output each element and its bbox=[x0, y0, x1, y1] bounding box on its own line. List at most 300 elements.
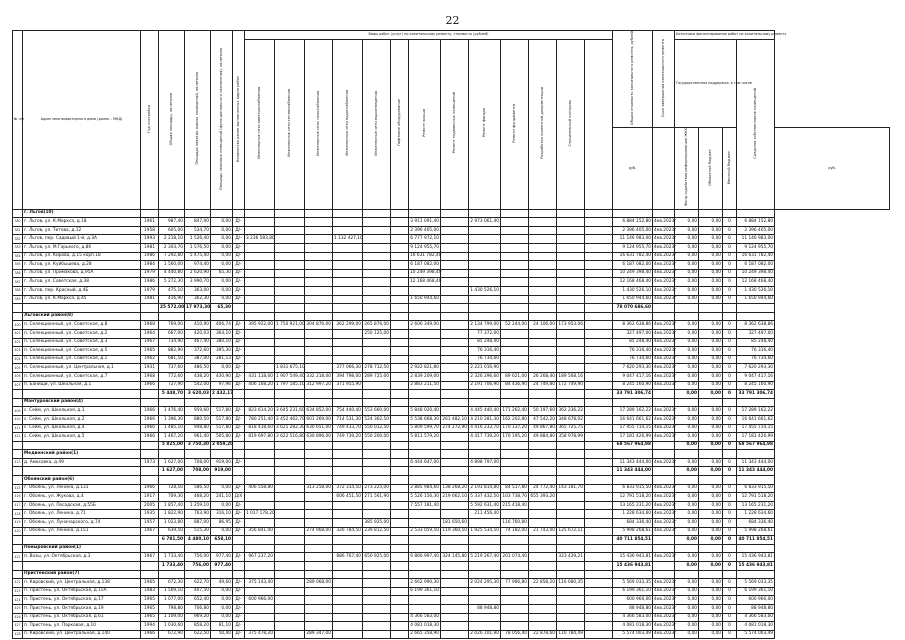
row-number: 382 bbox=[13, 235, 23, 244]
row-apartments-area: 468,20 bbox=[185, 493, 211, 502]
row-work-5 bbox=[363, 261, 391, 270]
row-apartments-area: 887,00 bbox=[185, 519, 211, 528]
row-work-1 bbox=[245, 493, 275, 502]
row-work-10 bbox=[501, 338, 529, 347]
row-number: 406 bbox=[13, 372, 23, 381]
table-cell bbox=[557, 570, 585, 579]
row-owners: 9 124 955,70 bbox=[737, 244, 775, 253]
row-apartments-area: 858,20 bbox=[185, 622, 211, 631]
row-work-8 bbox=[441, 278, 469, 287]
row-work-8 bbox=[441, 364, 469, 373]
total-owners: 33 791 306,74 bbox=[737, 390, 775, 399]
table-cell bbox=[391, 450, 409, 459]
table-cell bbox=[501, 562, 529, 571]
row-nonres-area: 977,40 bbox=[211, 553, 233, 562]
section-title: Мантуровский район(4) bbox=[23, 398, 141, 407]
row-term: 4кв.2023г bbox=[653, 329, 675, 338]
row-owners: 16 631 782,40 bbox=[737, 252, 775, 261]
table-cell bbox=[391, 209, 409, 218]
section-total-row bbox=[13, 536, 890, 545]
section-header-row bbox=[13, 209, 890, 218]
table-cell bbox=[23, 467, 141, 476]
row-total-cost: 76 316,40 bbox=[613, 347, 653, 356]
table-row bbox=[13, 501, 890, 510]
header-owners: Средства собственников помещений bbox=[752, 87, 757, 159]
row-work-3: 289 347,00 bbox=[305, 630, 333, 639]
row-fund: 0,00 bbox=[675, 269, 699, 278]
row-work-9: 211 456,40 bbox=[469, 510, 501, 519]
total-owners: 11 343 444,00 bbox=[737, 467, 775, 476]
row-apartments-area: 708,00 bbox=[185, 458, 211, 467]
row-oblast: 0,00 bbox=[699, 622, 723, 631]
row-work-11 bbox=[529, 295, 557, 304]
row-apartments-area: 1 259,10 bbox=[185, 501, 211, 510]
section-title: Льговский район(8) bbox=[23, 312, 141, 321]
row-work-13 bbox=[585, 372, 613, 381]
row-work-1 bbox=[245, 587, 275, 596]
table-cell bbox=[469, 398, 501, 407]
row-local: 0 bbox=[723, 510, 737, 519]
row-owners: 8 245 160,90 bbox=[737, 381, 775, 390]
row-owners: 6 187 082,00 bbox=[737, 261, 775, 270]
row-work-4 bbox=[333, 287, 363, 296]
table-cell bbox=[699, 476, 723, 485]
row-work-3 bbox=[305, 338, 333, 347]
row-work-10 bbox=[501, 287, 529, 296]
row-total-cost: 17 289 162,22 bbox=[613, 407, 653, 416]
row-oblast: 0,00 bbox=[699, 226, 723, 235]
row-number: 416 bbox=[13, 493, 23, 502]
row-address: г. Льгов, ул. Советская, д.38 bbox=[23, 278, 141, 287]
row-work-7: 4 081 018,30 bbox=[409, 622, 441, 631]
row-work-2 bbox=[275, 347, 305, 356]
row-year: 1958 bbox=[141, 226, 159, 235]
row-work-10 bbox=[501, 510, 529, 519]
row-oblast: 0,00 bbox=[699, 501, 723, 510]
row-work-7: 2 885 984,60 bbox=[409, 484, 441, 493]
table-cell bbox=[275, 570, 305, 579]
page-number: 22 bbox=[445, 14, 460, 27]
table-cell bbox=[13, 450, 23, 459]
row-work-6 bbox=[391, 415, 409, 424]
row-work-9 bbox=[469, 622, 501, 631]
total-owners bbox=[737, 304, 775, 313]
row-work-10: 84 436,90 bbox=[501, 381, 529, 390]
row-work-6 bbox=[391, 424, 409, 433]
section-header-row bbox=[13, 312, 890, 321]
row-work-12: 189 568,16 bbox=[557, 372, 585, 381]
row-prev-repair: Д/- bbox=[233, 364, 245, 373]
table-cell bbox=[441, 390, 469, 399]
row-work-12: 125 672,11 bbox=[557, 527, 585, 536]
row-total-area: 769,00 bbox=[159, 321, 185, 330]
row-work-12: 116 784,49 bbox=[557, 630, 585, 639]
row-work-6 bbox=[391, 252, 409, 261]
row-work-5: 385 925,00 bbox=[363, 519, 391, 528]
row-work-9: 5 337 432,50 bbox=[469, 493, 501, 502]
repair-program-table bbox=[12, 30, 890, 639]
table-cell bbox=[501, 441, 529, 450]
table-cell bbox=[613, 544, 653, 553]
row-nonres-area: 0,00 bbox=[211, 287, 233, 296]
row-owners: 2 396 405,00 bbox=[737, 226, 775, 235]
total-apartments-area: 756,00 bbox=[185, 562, 211, 571]
row-work-2 bbox=[275, 527, 305, 536]
row-nonres-area: 316,10 bbox=[211, 510, 233, 519]
table-cell bbox=[699, 209, 723, 218]
table-row bbox=[13, 278, 890, 287]
row-number: 410 bbox=[13, 415, 23, 424]
table-cell bbox=[211, 398, 233, 407]
row-work-2 bbox=[275, 252, 305, 261]
row-work-12: 173 953,06 bbox=[557, 321, 585, 330]
total-area: 25 572,00 bbox=[159, 304, 185, 313]
row-work-2 bbox=[275, 596, 305, 605]
row-work-1 bbox=[245, 338, 275, 347]
header-total-area: Общая площадь, кв.метров bbox=[168, 92, 173, 145]
row-total-cost: 15 436 943,81 bbox=[613, 553, 653, 562]
row-local: 0 bbox=[723, 347, 737, 356]
table-cell bbox=[391, 312, 409, 321]
table-cell bbox=[305, 209, 333, 218]
row-work-4 bbox=[333, 218, 363, 227]
row-work-3: 313 258,00 bbox=[305, 484, 333, 493]
row-work-6 bbox=[391, 553, 409, 562]
row-work-13 bbox=[585, 407, 613, 416]
row-work-6 bbox=[391, 458, 409, 467]
row-work-10: 171 262,40 bbox=[501, 407, 529, 416]
row-work-12 bbox=[557, 244, 585, 253]
table-cell bbox=[441, 467, 469, 476]
table-cell bbox=[737, 570, 775, 579]
table-cell bbox=[737, 450, 775, 459]
row-work-13 bbox=[585, 287, 613, 296]
total-owners: 68 567 964,98 bbox=[737, 441, 775, 450]
table-cell bbox=[141, 398, 159, 407]
row-work-6 bbox=[391, 269, 409, 278]
row-fund: 0,00 bbox=[675, 261, 699, 270]
table-cell bbox=[363, 398, 391, 407]
row-oblast: 0,00 bbox=[699, 372, 723, 381]
row-work-3: 332 218,00 bbox=[305, 372, 333, 381]
table-cell bbox=[305, 562, 333, 571]
row-owners: 4 366 583,00 bbox=[737, 613, 775, 622]
row-work-2 bbox=[275, 493, 305, 502]
row-work-1 bbox=[245, 278, 275, 287]
row-owners: 13 165 231,20 bbox=[737, 501, 775, 510]
row-local: 0 bbox=[723, 244, 737, 253]
row-local: 0 bbox=[723, 355, 737, 364]
row-work-11 bbox=[529, 364, 557, 373]
table-cell bbox=[723, 544, 737, 553]
row-work-6 bbox=[391, 338, 409, 347]
row-work-5: 265 876,00 bbox=[363, 321, 391, 330]
row-work-13 bbox=[585, 338, 613, 347]
row-work-6 bbox=[391, 347, 409, 356]
table-cell bbox=[141, 570, 159, 579]
row-work-5 bbox=[363, 338, 391, 347]
row-work-13 bbox=[585, 244, 613, 253]
row-nonres-area: 0,00 bbox=[211, 604, 233, 613]
total-local: 0 bbox=[723, 536, 737, 545]
section-total-row bbox=[13, 467, 890, 476]
row-prev-repair: Д/- bbox=[233, 407, 245, 416]
row-total-cost: 5 998 268,61 bbox=[613, 527, 653, 536]
table-cell bbox=[305, 570, 333, 579]
row-work-8 bbox=[441, 501, 469, 510]
row-local: 0 bbox=[723, 269, 737, 278]
row-work-4 bbox=[333, 510, 363, 519]
row-work-9 bbox=[469, 295, 501, 304]
table-cell bbox=[305, 390, 333, 399]
row-work-8 bbox=[441, 218, 469, 227]
row-work-10 bbox=[501, 587, 529, 596]
row-work-6 bbox=[391, 596, 409, 605]
header-w5: Инженерные сети водоотведения bbox=[373, 90, 378, 156]
row-nonres-area: 406,74 bbox=[211, 321, 233, 330]
row-nonres-area: 86,95 bbox=[211, 519, 233, 528]
row-number: 381 bbox=[13, 226, 23, 235]
table-cell bbox=[333, 570, 363, 579]
row-work-2 bbox=[275, 604, 305, 613]
row-fund: 0,00 bbox=[675, 287, 699, 296]
table-cell bbox=[409, 450, 441, 459]
row-work-7: 2 396 405,00 bbox=[409, 226, 441, 235]
row-nonres-area: 0,00 bbox=[211, 596, 233, 605]
row-work-6 bbox=[391, 630, 409, 639]
row-number: 417 bbox=[13, 501, 23, 510]
row-total-area: 639,50 bbox=[159, 527, 185, 536]
row-work-13 bbox=[585, 579, 613, 588]
row-work-11: 22 878,60 bbox=[529, 630, 557, 639]
row-work-8 bbox=[441, 347, 469, 356]
row-work-4 bbox=[333, 278, 363, 287]
row-work-6 bbox=[391, 329, 409, 338]
row-work-5: 250 125,00 bbox=[363, 329, 391, 338]
table-cell bbox=[23, 441, 141, 450]
row-work-10: 77 986,80 bbox=[501, 579, 529, 588]
row-oblast: 0,00 bbox=[699, 244, 723, 253]
row-work-13 bbox=[585, 484, 613, 493]
table-cell bbox=[185, 398, 211, 407]
row-work-13 bbox=[585, 252, 613, 261]
row-work-4 bbox=[333, 458, 363, 467]
table-cell bbox=[675, 544, 699, 553]
row-fund: 0,00 bbox=[675, 381, 699, 390]
row-number: 423 bbox=[13, 587, 23, 596]
row-work-10: 170 195,20 bbox=[501, 433, 529, 442]
row-work-8 bbox=[441, 579, 469, 588]
row-work-2 bbox=[275, 622, 305, 631]
row-work-10: 84 517,80 bbox=[501, 484, 529, 493]
row-work-3 bbox=[305, 553, 333, 562]
row-work-4 bbox=[333, 579, 363, 588]
row-work-9 bbox=[469, 269, 501, 278]
row-work-5 bbox=[363, 381, 391, 390]
row-work-4 bbox=[333, 252, 363, 261]
total-cost: 40 711 854,51 bbox=[613, 536, 653, 545]
row-total-cost: 1 650 944,60 bbox=[613, 295, 653, 304]
row-work-2 bbox=[275, 218, 305, 227]
table-cell bbox=[501, 304, 529, 313]
row-work-6 bbox=[391, 372, 409, 381]
table-row bbox=[13, 287, 890, 296]
row-prev-repair: Д/- bbox=[233, 372, 245, 381]
table-row bbox=[13, 381, 890, 390]
row-total-cost: 17 181 426,99 bbox=[613, 433, 653, 442]
row-address: п. Селекционный, ул. Советская, д.7 bbox=[23, 372, 141, 381]
total-cost: 11 343 444,00 bbox=[613, 467, 653, 476]
table-cell bbox=[409, 570, 441, 579]
row-work-1 bbox=[245, 226, 275, 235]
row-nonres-area: 0,00 bbox=[211, 527, 233, 536]
table-row bbox=[13, 613, 890, 622]
row-work-7 bbox=[409, 347, 441, 356]
row-work-9: 4 445 440,40 bbox=[469, 407, 501, 416]
row-total-cost: 12 168 468,40 bbox=[613, 278, 653, 287]
table-cell bbox=[141, 562, 159, 571]
table-cell bbox=[441, 312, 469, 321]
row-total-area: 681,50 bbox=[159, 355, 185, 364]
row-work-3 bbox=[305, 510, 333, 519]
table-cell bbox=[585, 441, 613, 450]
header-year: Год постройки bbox=[146, 104, 151, 133]
total-oblast: 0,00 bbox=[699, 562, 723, 571]
row-work-1: 780 251,40 bbox=[245, 415, 275, 424]
row-local: 0 bbox=[723, 329, 737, 338]
row-work-3 bbox=[305, 218, 333, 227]
table-cell bbox=[275, 441, 305, 450]
row-work-6 bbox=[391, 381, 409, 390]
row-total-cost: 9 047 417,16 bbox=[613, 372, 653, 381]
table-cell bbox=[275, 450, 305, 459]
total-fund: 0,00 bbox=[675, 390, 699, 399]
row-term: 4кв.2023г bbox=[653, 295, 675, 304]
row-work-10 bbox=[501, 252, 529, 261]
row-year: 1965 bbox=[141, 613, 159, 622]
table-cell bbox=[653, 536, 675, 545]
table-cell bbox=[613, 450, 653, 459]
row-fund: 0,00 bbox=[675, 553, 699, 562]
table-cell bbox=[245, 390, 275, 399]
row-term: 4кв.2023г bbox=[653, 347, 675, 356]
row-work-7: 5 809 599,70 bbox=[409, 424, 441, 433]
row-address: п. Банищи, ул. Школьная, д.1 bbox=[23, 381, 141, 390]
row-work-11 bbox=[529, 278, 557, 287]
row-work-9: 5 219 267,40 bbox=[469, 553, 501, 562]
row-term: 4кв.2023г bbox=[653, 226, 675, 235]
row-owners: 7 620 293,30 bbox=[737, 364, 775, 373]
row-work-12 bbox=[557, 355, 585, 364]
row-address: п. Пристень, ул. Парковая, д.10 bbox=[23, 622, 141, 631]
row-work-7: 6 777 972,10 bbox=[409, 235, 441, 244]
table-cell bbox=[305, 536, 333, 545]
table-cell bbox=[653, 209, 675, 218]
row-oblast: 0,00 bbox=[699, 338, 723, 347]
row-work-8 bbox=[441, 510, 469, 519]
row-work-13 bbox=[585, 596, 613, 605]
row-address: п. Кировский, ул. Центральная, д.138 bbox=[23, 579, 141, 588]
row-total-cost: 9 124 955,70 bbox=[613, 244, 653, 253]
row-work-11 bbox=[529, 338, 557, 347]
table-cell bbox=[141, 467, 159, 476]
total-nonres-area: 2 059,20 bbox=[211, 441, 233, 450]
row-work-2: 3 452 462,70 bbox=[275, 415, 305, 424]
table-cell bbox=[233, 476, 245, 485]
row-total-cost: 2 396 405,00 bbox=[613, 226, 653, 235]
row-total-cost: 17 455 714,15 bbox=[613, 424, 653, 433]
row-nonres-area: 0,00 bbox=[211, 261, 233, 270]
row-work-13 bbox=[585, 347, 613, 356]
row-work-12 bbox=[557, 596, 585, 605]
header-works-group: Виды работ (услуг) по капитальному ремонту, стоимость (рублей) bbox=[245, 31, 613, 40]
row-work-1 bbox=[245, 613, 275, 622]
row-work-10 bbox=[501, 355, 529, 364]
row-work-7: 5 526 156,30 bbox=[409, 493, 441, 502]
row-fund: 0,00 bbox=[675, 355, 699, 364]
row-work-5 bbox=[363, 218, 391, 227]
row-work-1 bbox=[245, 458, 275, 467]
row-work-2: 1 750 921,00 bbox=[275, 321, 305, 330]
row-work-6 bbox=[391, 355, 409, 364]
row-work-13 bbox=[585, 519, 613, 528]
row-work-1: 823 614,20 bbox=[245, 407, 275, 416]
row-number: 411 bbox=[13, 424, 23, 433]
row-address: г. Обоянь, ул. Луначарского, д.74 bbox=[23, 519, 141, 528]
row-year: 1979 bbox=[141, 287, 159, 296]
table-cell bbox=[653, 398, 675, 407]
row-work-13 bbox=[585, 269, 613, 278]
table-cell bbox=[363, 570, 391, 579]
table-cell bbox=[409, 398, 441, 407]
table-cell bbox=[13, 476, 23, 485]
row-year: 1981 bbox=[141, 295, 159, 304]
row-work-9 bbox=[469, 596, 501, 605]
table-cell bbox=[653, 570, 675, 579]
row-work-12 bbox=[557, 235, 585, 244]
table-cell bbox=[245, 544, 275, 553]
row-apartments-area: 880,50 bbox=[185, 415, 211, 424]
row-work-13 bbox=[585, 424, 613, 433]
row-nonres-area: 505,80 bbox=[211, 433, 233, 442]
row-work-1 bbox=[245, 244, 275, 253]
row-total-area: 2 218,10 bbox=[159, 235, 185, 244]
row-work-7: 4 366 583,00 bbox=[409, 613, 441, 622]
row-work-13 bbox=[585, 295, 613, 304]
table-cell bbox=[699, 450, 723, 459]
row-owners: 17 455 714,15 bbox=[737, 424, 775, 433]
header-w6: Лифтовое оборудование bbox=[396, 99, 401, 147]
row-fund: 0,00 bbox=[675, 295, 699, 304]
table-cell bbox=[529, 312, 557, 321]
row-number: 418 bbox=[13, 510, 23, 519]
table-cell bbox=[141, 544, 159, 553]
table-cell bbox=[441, 441, 469, 450]
table-cell bbox=[233, 312, 245, 321]
row-year: 1984 bbox=[141, 261, 159, 270]
row-apartments-area: 622,70 bbox=[185, 579, 211, 588]
row-year: 1979 bbox=[141, 269, 159, 278]
table-cell bbox=[13, 536, 23, 545]
table-cell bbox=[13, 390, 23, 399]
table-cell bbox=[245, 304, 275, 313]
table-cell bbox=[675, 570, 699, 579]
row-work-8 bbox=[441, 372, 469, 381]
row-work-3: 312 997,20 bbox=[305, 381, 333, 390]
row-number: 400 bbox=[13, 321, 23, 330]
table-cell bbox=[469, 476, 501, 485]
row-term: 4кв.2023г bbox=[653, 433, 675, 442]
